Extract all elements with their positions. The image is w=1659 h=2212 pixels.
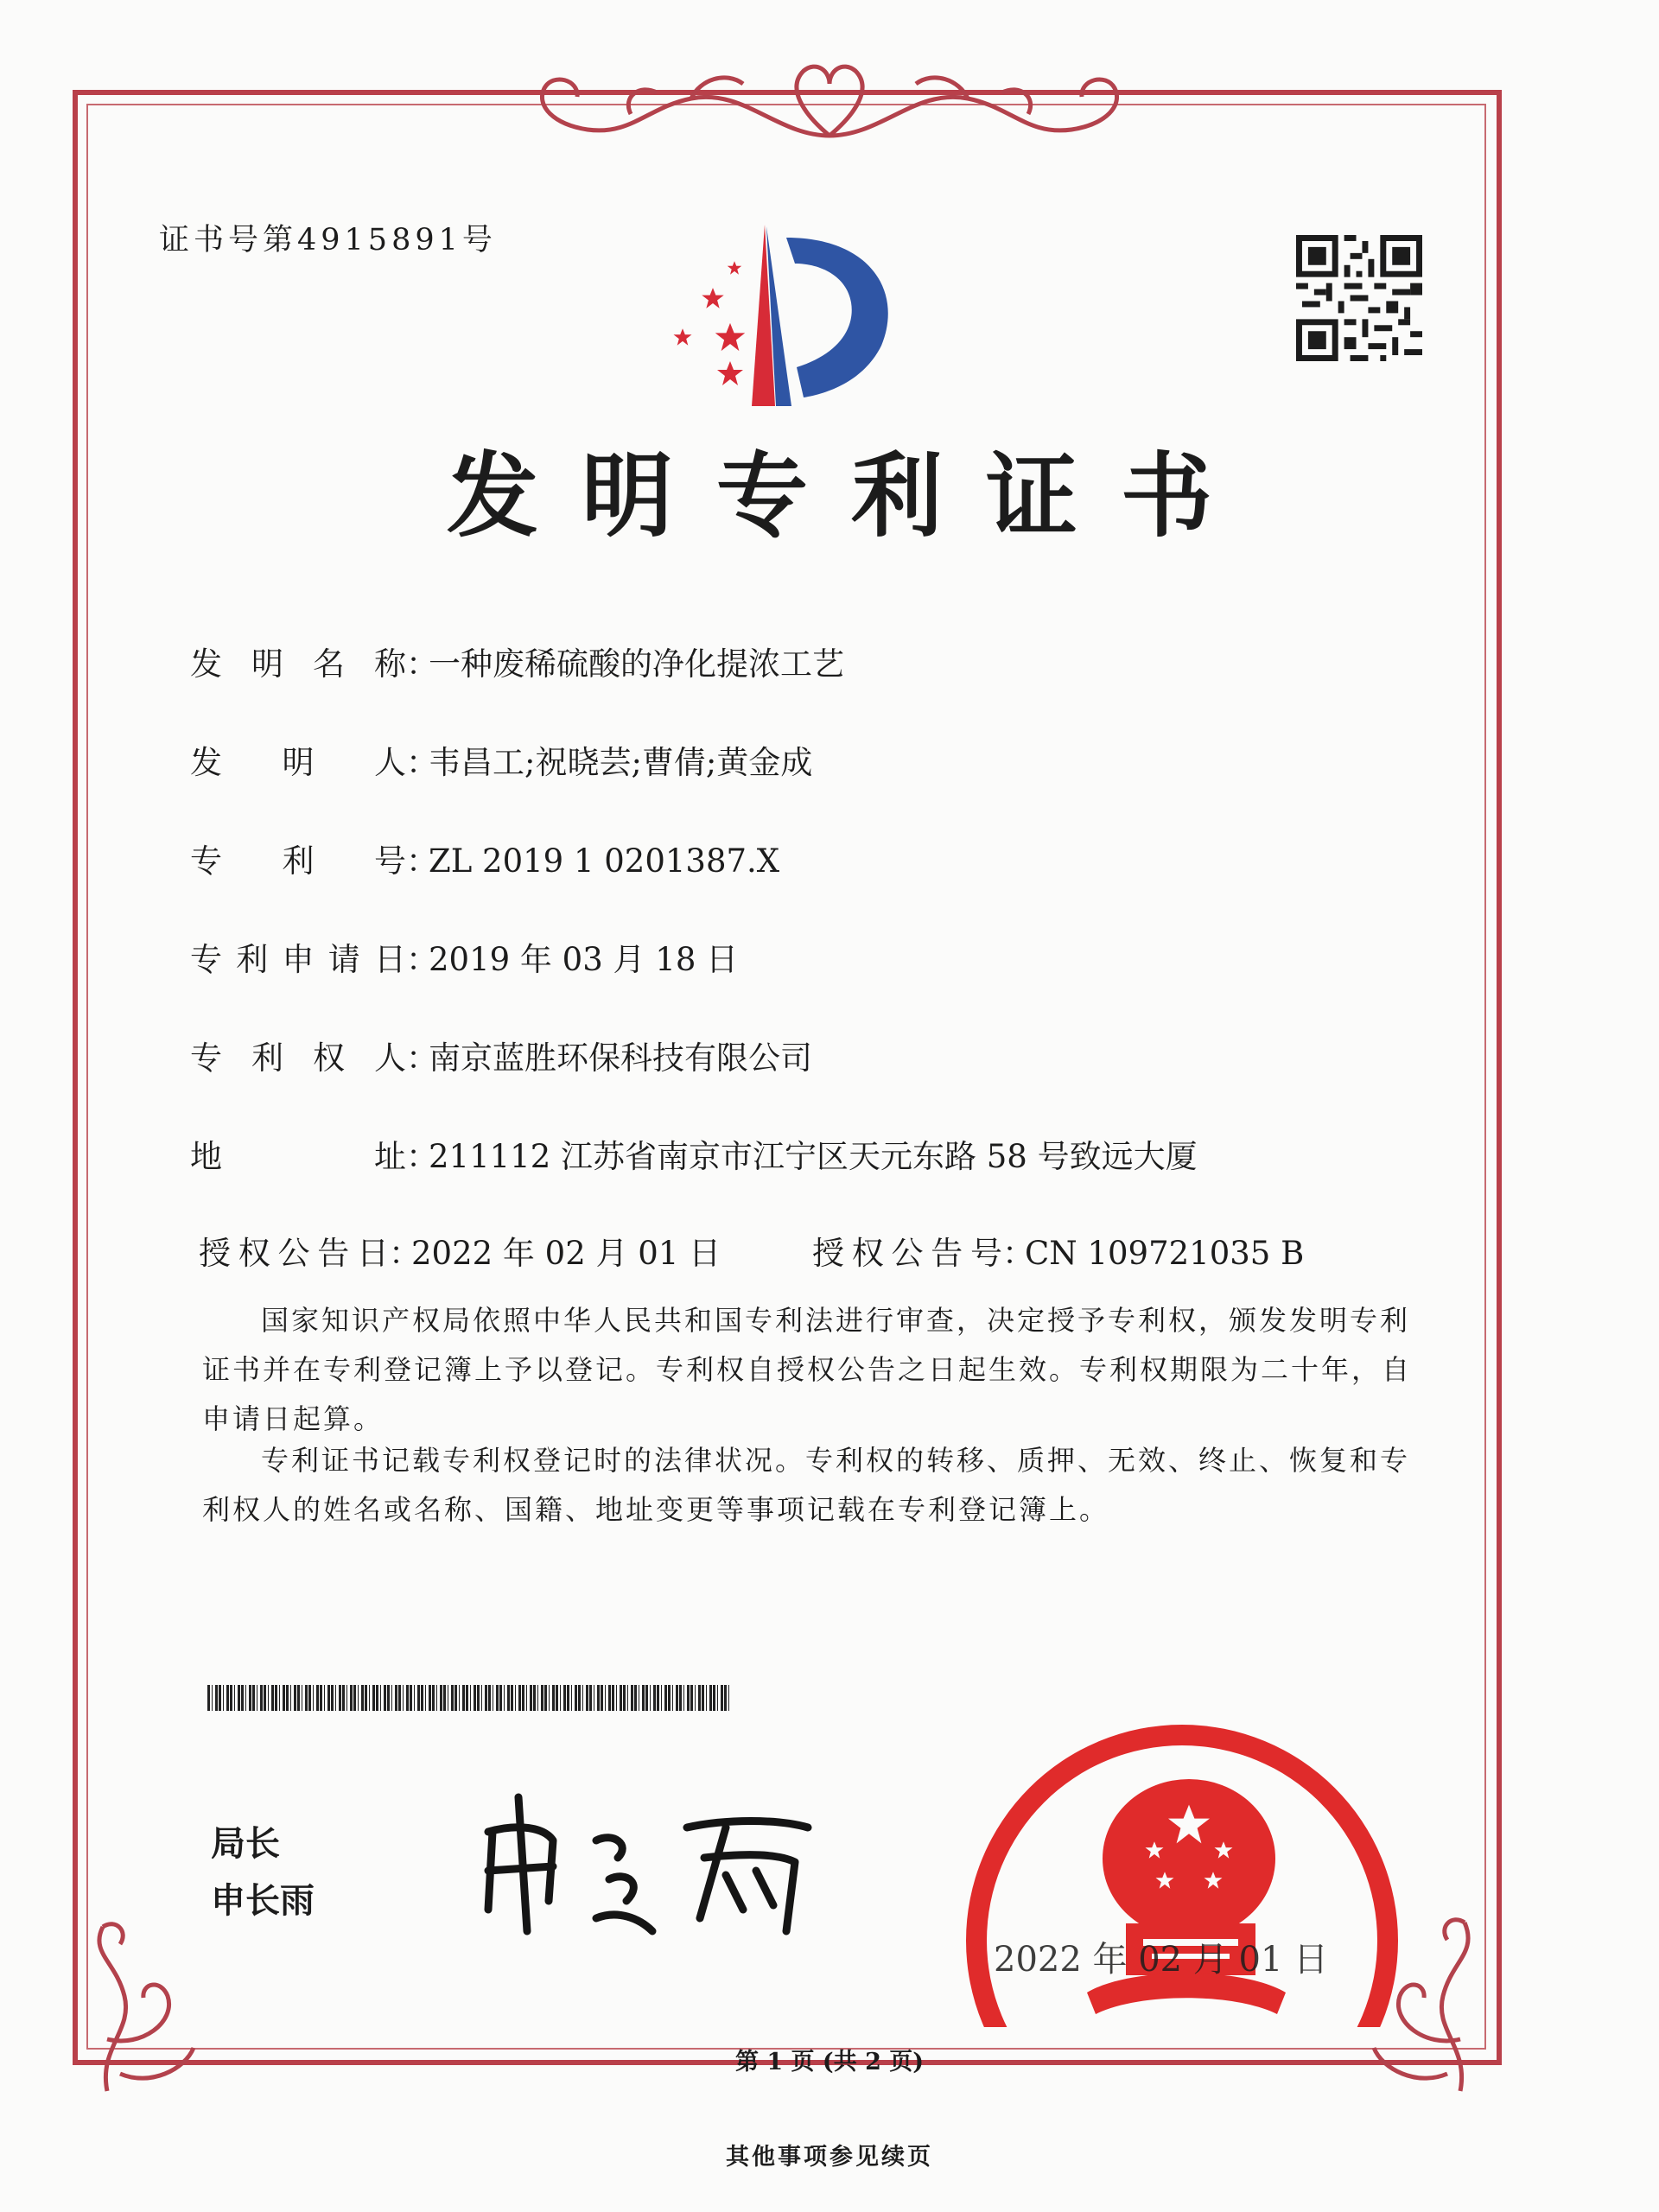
field-patentee xyxy=(190,1032,812,1078)
director-title: 局长 xyxy=(211,1824,280,1864)
field-colon: ： xyxy=(389,1235,421,1272)
field-colon: ： xyxy=(406,1039,438,1077)
field-label: 地址 xyxy=(190,1138,406,1175)
certificate-number: 证书号第4915891号 xyxy=(159,223,497,257)
field-value: 韦昌工;祝晓芸;曹倩;黄金成 xyxy=(429,744,813,781)
field-colon: ： xyxy=(406,744,438,781)
director-signature-icon xyxy=(467,1780,830,1944)
field-label: 发明名称 xyxy=(190,645,406,683)
field-application-date xyxy=(190,933,738,980)
field-label: 授权公告号 xyxy=(812,1235,1002,1272)
field-invention-name xyxy=(190,638,844,684)
barcode-icon xyxy=(207,1685,731,1711)
field-label: 发明人 xyxy=(190,744,406,781)
field-colon: ： xyxy=(1002,1235,1034,1272)
field-value: 2019 年 03 月 18 日 xyxy=(429,941,739,978)
field-label: 专利权人 xyxy=(190,1039,406,1077)
page-indicator: 第 1 页 (共 2 页) xyxy=(734,2049,925,2075)
field-value: 南京蓝胜环保科技有限公司 xyxy=(429,1039,812,1077)
field-label: 授权公告日 xyxy=(199,1235,389,1272)
director-name: 申长雨 xyxy=(211,1881,315,1921)
top-ornament-icon xyxy=(527,54,1132,149)
field-colon: ： xyxy=(406,1138,438,1175)
field-grant-number xyxy=(812,1227,1304,1274)
field-value: ZL 2019 1 0201387.X xyxy=(429,842,780,880)
field-value: 2022 年 02 月 01 日 xyxy=(411,1235,721,1272)
field-value: 一种废稀硫酸的净化提浓工艺 xyxy=(429,645,844,683)
field-colon: ： xyxy=(406,941,438,978)
field-colon: ： xyxy=(406,645,438,683)
qr-code-icon xyxy=(1296,235,1422,361)
field-value: 211112 江苏省南京市江宁区天元东路 58 号致远大厦 xyxy=(429,1138,1198,1175)
field-inventors xyxy=(190,736,812,783)
field-colon: ： xyxy=(406,842,438,880)
field-value: CN 109721035 B xyxy=(1025,1235,1305,1272)
patent-office-logo-icon xyxy=(665,216,916,415)
certificate-title: 发明专利证书 xyxy=(447,443,1255,550)
field-grant-date xyxy=(199,1227,721,1274)
seal-date: 2022 年 02 月 01 日 xyxy=(994,1940,1329,1980)
field-patent-number xyxy=(190,835,779,881)
body-paragraph-1: 国家知识产权局依照中华人民共和国专利法进行审查，决定授予专利权，颁发发明专利证书并在专利登记簿上予以登记。专利权自授权公告之日起生效。专利权期限为二十年，自申请日起算。 xyxy=(202,1304,1413,1435)
body-paragraph-2: 专利证书记载专利权登记时的法律状况。专利权的转移、质押、无效、终止、恢复和专利权人的姓名或名称、国籍、地址变更等事项记载在专利登记簿上。 xyxy=(202,1444,1411,1526)
field-label: 专利号 xyxy=(190,842,406,880)
continuation-note: 其他事项参见续页 xyxy=(726,2144,933,2171)
field-label: 专利申请日 xyxy=(190,941,406,978)
field-address xyxy=(190,1130,1198,1177)
